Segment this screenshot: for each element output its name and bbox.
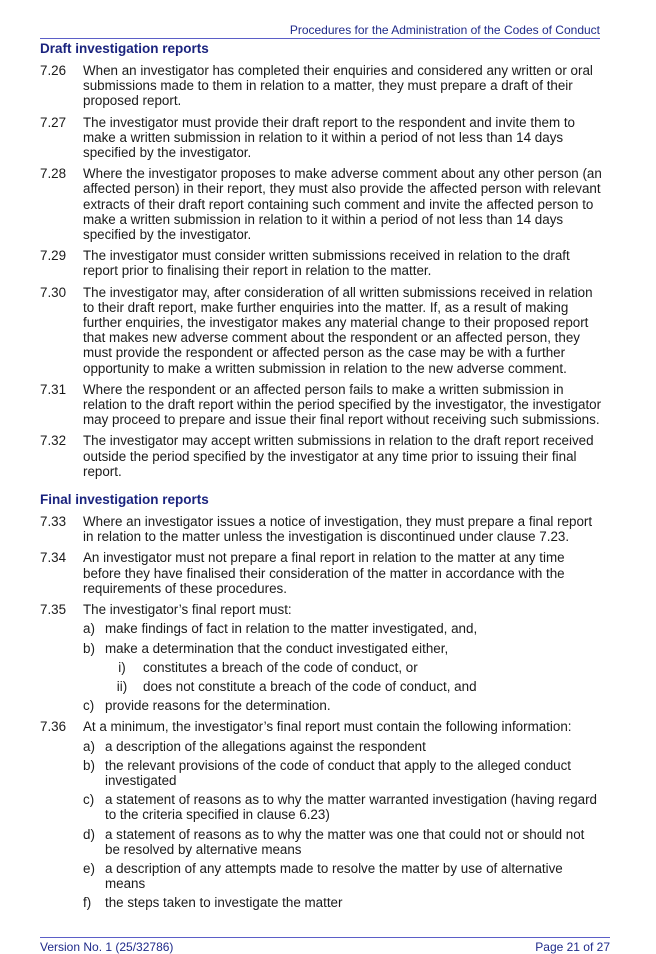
clause-7-31 <box>40 382 602 428</box>
list-text: make findings of fact in relation to the matter investigated, and, <box>105 621 478 637</box>
list-text: does not constitute a breach of the code of conduct, and <box>143 678 477 694</box>
document-title: Procedures for the Administration of the Codes of Conduct <box>289 23 600 37</box>
list-text: constitutes a breach of the code of conduct, or <box>143 659 418 675</box>
clause-text: The investigator’s final report must: <box>83 602 292 618</box>
list-label: d) <box>83 826 95 842</box>
clause-text: At a minimum, the investigator’s final report must contain the following information: <box>83 719 572 735</box>
list-text: the steps taken to investigate the matter <box>105 895 343 911</box>
clause-number: 7.31 <box>40 381 67 397</box>
section-heading-draft: Draft investigation reports <box>40 41 209 56</box>
list-item <box>83 621 602 636</box>
sub-list-item <box>111 660 602 675</box>
clause-7-30 <box>40 285 602 376</box>
version-label: Version No. 1 (25/32786) <box>40 940 174 954</box>
list-label: c) <box>83 792 95 808</box>
page-footer <box>40 937 610 954</box>
clause-number: 7.34 <box>40 550 67 566</box>
clause-number: 7.35 <box>40 602 67 618</box>
clause-number: 7.27 <box>40 114 67 130</box>
document-body <box>40 40 602 917</box>
clause-text: An investigator must not prepare a final report in relation to the matter at any time before they have finalised their consideration of the matter in accordance with the requirements of these procedures. <box>83 550 565 596</box>
list-item <box>83 641 602 656</box>
list-label: b) <box>83 757 95 773</box>
clause-number: 7.32 <box>40 433 67 449</box>
list-item <box>83 827 602 857</box>
clause-number: 7.26 <box>40 63 67 78</box>
list-label: f) <box>83 895 92 911</box>
list-label: i) <box>118 659 126 675</box>
list-text: make a determination that the conduct investigated either, <box>105 640 449 656</box>
page-header <box>40 24 600 39</box>
clause-text: The investigator must consider written submissions received in relation to the draft report prior to finalising their report in relation to the matter. <box>83 248 570 279</box>
list-item <box>83 739 602 754</box>
clause-number: 7.28 <box>40 166 67 182</box>
clause-number: 7.30 <box>40 284 67 300</box>
list-label: e) <box>83 860 95 876</box>
list-label: a) <box>83 621 95 637</box>
clause-7-27 <box>40 115 602 161</box>
list-item <box>83 861 602 891</box>
list-label: c) <box>83 698 95 714</box>
clause-text: Where the respondent or an affected person fails to make a written submission in relation to the draft report within the period specified by the investigator, the investigator may proceed to prepare and issue their final report without receiving such submissions. <box>83 381 602 428</box>
clause-number: 7.29 <box>40 248 67 264</box>
clause-7-33 <box>40 514 602 544</box>
list-text: a description of any attempts made to resolve the matter by use of alternative means <box>105 860 563 892</box>
list-text: provide reasons for the determination. <box>105 698 331 714</box>
clause-7-34 <box>40 550 602 596</box>
clause-7-35 <box>40 602 602 713</box>
clause-7-29 <box>40 248 602 278</box>
list-text: the relevant provisions of the code of conduct that apply to the alleged conduct investigated <box>105 757 572 788</box>
list-item <box>83 895 602 910</box>
clause-number: 7.33 <box>40 514 67 530</box>
list-label: b) <box>83 640 95 656</box>
clause-text: Where an investigator issues a notice of investigation, they must prepare a final report in relation to the matter unless the investigation is discontinued under clause 7.23. <box>83 514 593 545</box>
list-label: ii) <box>116 678 128 694</box>
clause-7-32 <box>40 433 602 479</box>
clause-text: The investigator may, after consideration of all written submissions received in relation to their draft report, make further enquiries into the matter. If, as a result of making further enquiries, the investigator makes any material change to their proposed report that makes new adverse comment about the respondent or an affected person, they must provide the respondent or affected person as the case may be with a further opportunity to make a written submission in relation to the new adverse comment. <box>83 284 593 376</box>
clause-7-36 <box>40 719 602 910</box>
list-label: a) <box>83 738 95 754</box>
list-item <box>83 698 602 713</box>
clause-7-28 <box>40 166 602 242</box>
page-number: Page 21 of 27 <box>535 940 610 954</box>
list-item <box>83 792 602 822</box>
list-item <box>83 758 602 788</box>
list-text: a statement of reasons as to why the matter was one that could not or should not be resolved by alternative means <box>105 826 585 857</box>
clause-7-26 <box>40 63 602 109</box>
section-heading-final: Final investigation reports <box>40 492 209 508</box>
clause-number: 7.36 <box>40 719 67 735</box>
clause-text: When an investigator has completed their enquiries and considered any written or oral submissions made to them in relation to a matter, they must prepare a draft of their proposed report. <box>83 63 593 109</box>
clause-text: The investigator may accept written submissions in relation to the draft report received outside the period specified by the investigator at any time prior to issuing their final report. <box>83 433 594 479</box>
list-text: a statement of reasons as to why the matter warranted investigation (having regard to the criteria specified in clause 6.23) <box>105 792 597 823</box>
clause-text: The investigator must provide their draft report to the respondent and invite them to make a written submission in relation to it within a period of not less than 14 days specified by the investigator. <box>83 114 576 161</box>
clause-text: Where the investigator proposes to make adverse comment about any other person (an affected person) in their report, they must also provide the affected person with relevant extracts of their draft report containing such comment and invite the affected person to make a written submission in relation to it within a period of not less than 14 days specified by the investigator. <box>83 166 602 243</box>
list-text: a description of the allegations against the respondent <box>105 738 426 754</box>
sub-list-item <box>111 679 602 694</box>
